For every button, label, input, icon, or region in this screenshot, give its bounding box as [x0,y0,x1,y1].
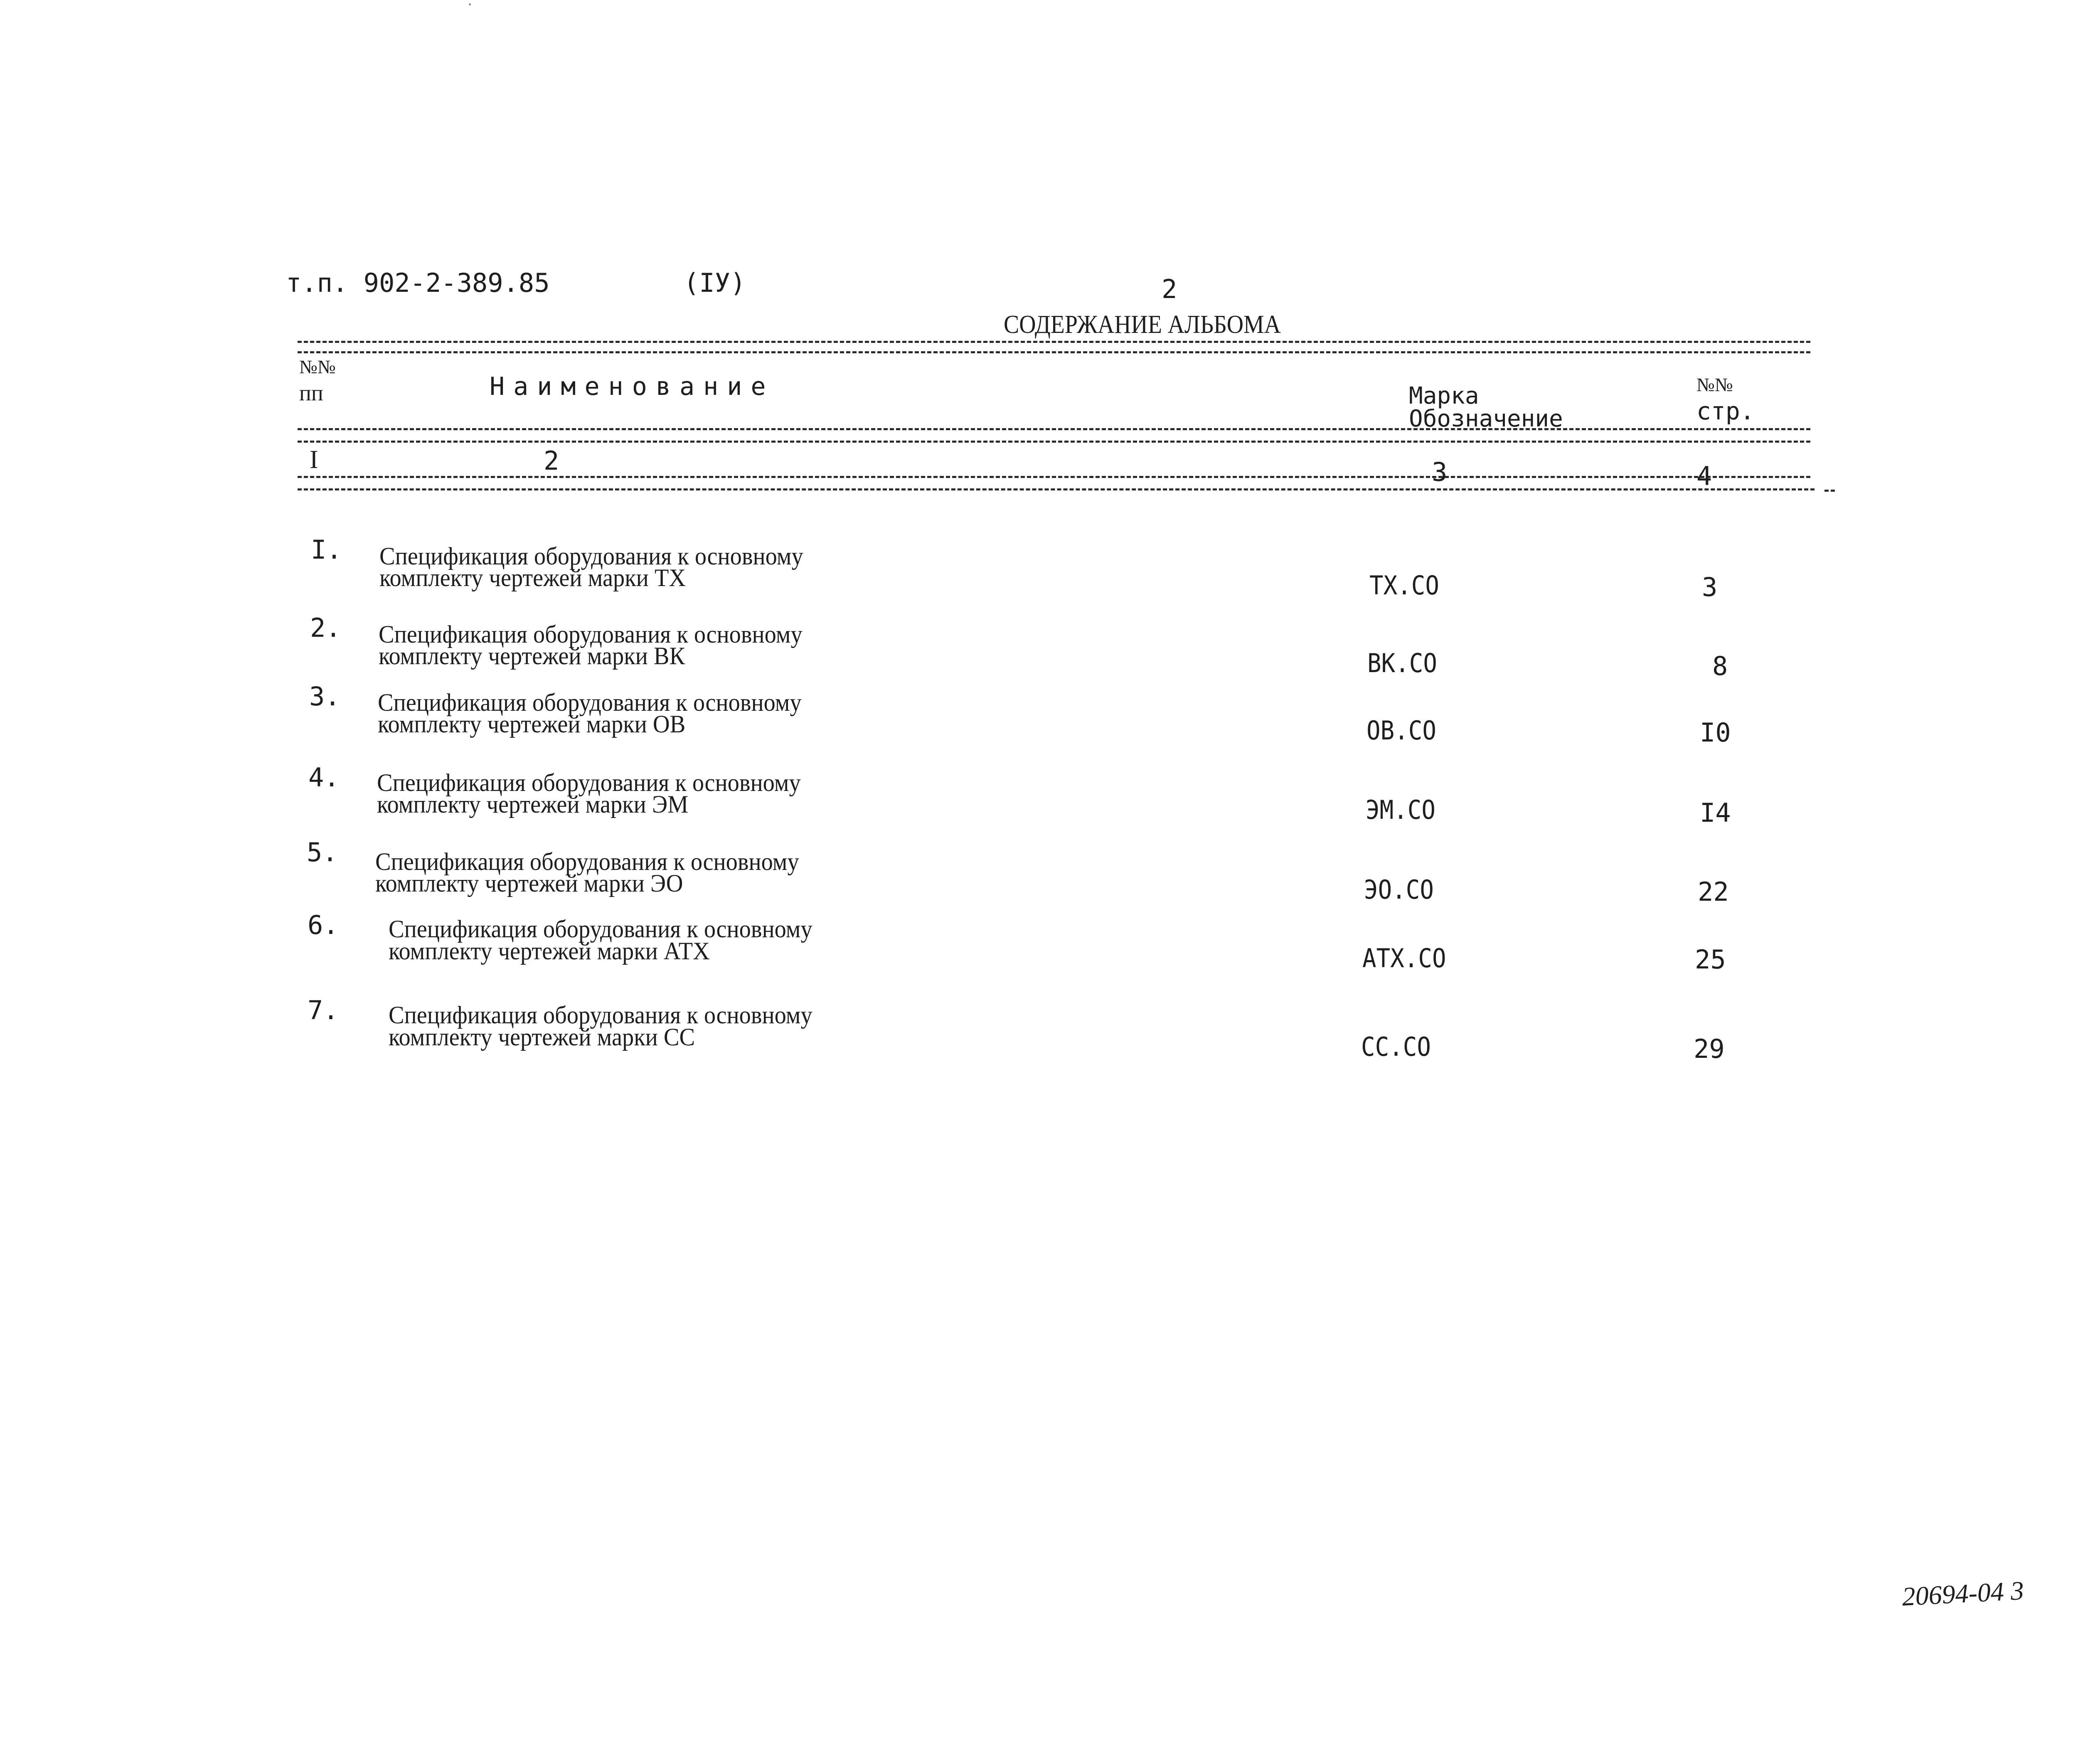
column-num-header-line1: №№ [299,356,336,377]
row-title-line2: комплекту чертежей марки ОВ [378,710,686,738]
column-num-header-line2: пп [299,380,323,405]
row-title-line1: Спецификация оборудования к основному [389,1001,812,1029]
column-page-header-line1: №№ [1696,374,1733,395]
row-title-line1: Спецификация оборудования к основному [377,769,801,796]
column-number-rule-2 [298,488,1815,490]
row-mark: ВК.СО [1367,648,1437,678]
table-top-rule [298,341,1810,343]
row-title-line2: комплекту чертежей марки ЭО [375,870,683,897]
row-number: I. [311,535,342,565]
row-mark: СС.СО [1361,1032,1431,1062]
scan-speck [469,3,471,5]
row-page: 29 [1694,1034,1725,1064]
row-title-line2: комплекту чертежей марки АТХ [389,937,710,965]
column-number-rule [298,476,1810,478]
row-mark: ЭМ.СО [1366,795,1435,825]
column-mark-header-line1: Марка [1409,382,1479,409]
row-number: 5. [307,837,338,867]
page-number: 2 [1162,274,1177,304]
row-mark: ОВ.СО [1366,715,1436,746]
column-number-rule-tail [1824,490,1835,492]
row-page: I4 [1700,798,1731,828]
column-mark-header-line2: Обозначение [1409,405,1563,432]
row-number: 6. [308,910,339,940]
row-page: 3 [1702,572,1718,602]
column-number-3: 3 [1432,457,1448,487]
row-number: 2. [310,613,341,643]
row-title-line2: комплекту чертежей марки ЭМ [377,791,689,818]
header-divider-rule [298,428,1810,430]
archive-number-note: 20694-04 3 [1901,1575,2025,1611]
row-title-line1: Спецификация оборудования к основному [375,848,799,875]
column-number-2: 2 [544,446,559,476]
row-page: 22 [1698,877,1729,907]
section-title: СОДЕРЖАНИЕ АЛЬБОМА [1004,310,1281,339]
row-title-line2: комплекту чертежей марки ТХ [379,564,686,591]
row-number: 7. [308,995,339,1025]
column-name-header: Наименование [490,372,775,401]
row-page: I0 [1700,717,1731,748]
row-title-line2: комплекту чертежей марки ВК [379,642,685,670]
column-page-header-line2: стр. [1696,397,1755,425]
row-title-line1: Спецификация оборудования к основному [389,915,812,943]
document-code: т.п. 902-2-389.85 [286,268,550,298]
row-number: 3. [309,681,340,712]
table-top-rule-2 [298,351,1810,353]
row-mark: ТХ.СО [1369,570,1439,601]
column-number-4: 4 [1696,461,1712,491]
volume-number: (IУ) [684,268,746,298]
row-page: 8 [1712,651,1728,681]
header-divider-rule-2 [298,441,1810,443]
row-title-line1: Спецификация оборудования к основному [379,621,803,648]
row-mark: АТХ.СО [1362,943,1446,973]
row-title-line1: Спецификация оборудования к основному [379,542,803,570]
row-number: 4. [308,762,340,793]
row-page: 25 [1695,944,1726,975]
row-title-line2: комплекту чертежей марки СС [389,1023,695,1051]
column-number-1: I [310,446,318,474]
row-title-line1: Спецификация оборудования к основному [378,689,802,716]
row-mark: ЭО.СО [1364,875,1434,905]
